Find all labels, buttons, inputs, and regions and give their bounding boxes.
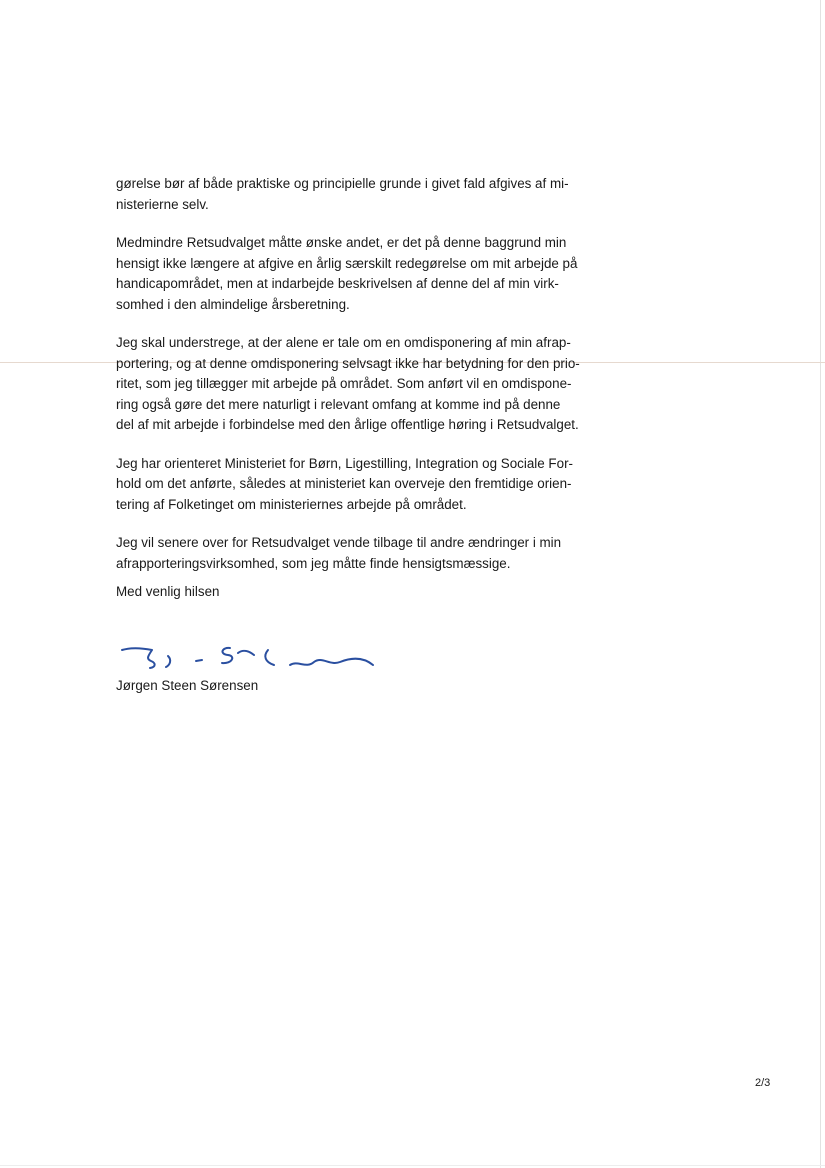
text-line: ring også gøre det mere naturligt i relevant omfang at komme ind på denne <box>116 396 561 412</box>
text-line: Jeg skal understrege, at der alene er tale om en omdisponering af min afrap- <box>116 335 571 350</box>
text-line: afrapporteringsvirksomhed, som jeg måtte finde hensigtsmæssige. <box>116 555 511 571</box>
paragraph <box>116 233 586 315</box>
text-line: somhed i den almindelige årsberetning. <box>116 296 350 312</box>
text-line: Jeg har orienteret Ministeriet for Børn, Ligestilling, Integration og Sociale For- <box>116 455 573 471</box>
text-line: handicapområdet, men at indarbejde beskrivelsen af denne del af min virk- <box>116 276 559 291</box>
paragraph <box>116 333 586 436</box>
text-line: Medmindre Retsudvalget måtte ønske andet, er det på denne baggrund min <box>116 235 567 250</box>
text-line: del af mit arbejde i forbindelse med den årlige offentlige høring i Retsudvalget. <box>116 417 579 432</box>
bottom-edge <box>0 1165 825 1166</box>
paragraph <box>116 174 586 215</box>
text-line: gørelse bør af både praktiske og principielle grunde i givet fald afgives af mi- <box>116 176 569 191</box>
text-line: tering af Folketinget om ministeriernes arbejde på området. <box>116 496 467 512</box>
closing-greeting: Med venlig hilsen <box>116 584 220 599</box>
paragraph <box>116 454 586 516</box>
handwritten-signature <box>118 636 398 680</box>
page-number: 2/3 <box>755 1077 771 1089</box>
letter-body <box>116 174 586 592</box>
scan-edge <box>820 0 821 1168</box>
text-line: Jeg vil senere over for Retsudvalget vende tilbage til andre ændringer i min <box>116 535 562 550</box>
paragraph <box>116 533 586 574</box>
text-line: ritet, som jeg tillægger mit arbejde på området. Som anført vil en omdispone- <box>116 376 572 391</box>
text-line: hold om det anførte, således at ministeriet kan overveje den fremtidige orien- <box>116 476 572 491</box>
text-line: nisterierne selv. <box>116 196 209 212</box>
signer-name: Jørgen Steen Sørensen <box>116 678 259 693</box>
text-line: portering, og at denne omdisponering selvsagt ikke har betydning for den prio- <box>116 355 580 371</box>
text-line: hensigt ikke længere at afgive en årlig særskilt redegørelse om mit arbejde på <box>116 255 578 271</box>
